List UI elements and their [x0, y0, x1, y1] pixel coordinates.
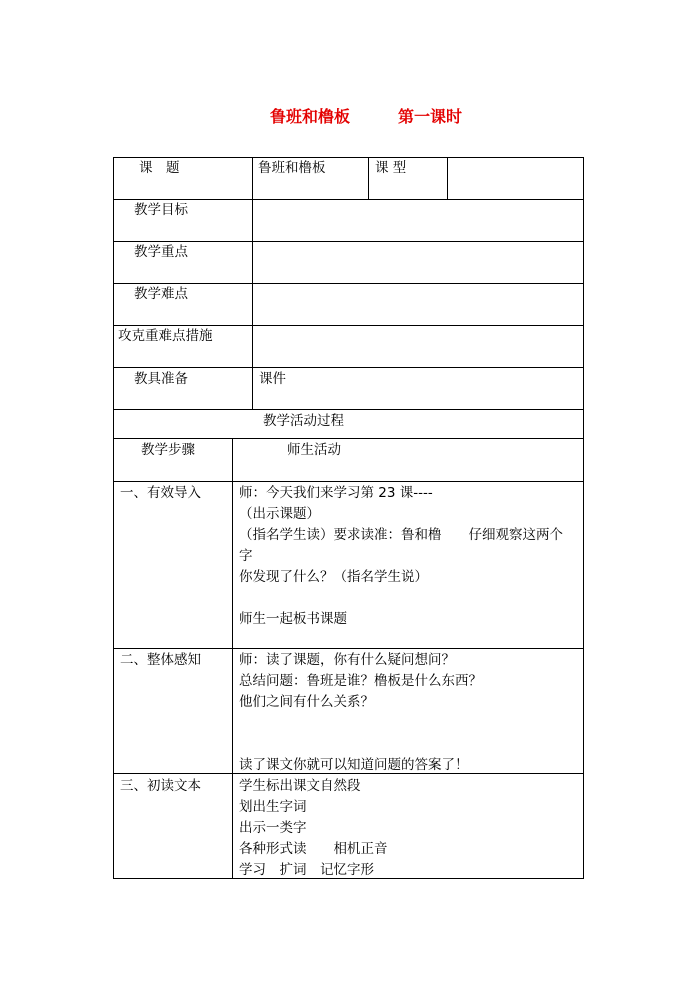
type-label: 课 型: [375, 160, 407, 176]
topic-label: 课 题: [139, 160, 180, 176]
activity-line: [239, 713, 482, 734]
activity-line: 他们之间有什么关系？: [239, 694, 374, 710]
activity-line: （指名学生读）要求读准：鲁和橹 仔细观察这两个: [239, 527, 563, 543]
activity-line: 师：读了课题，你有什么疑问想问？: [239, 652, 455, 668]
activity-line: 读了课文你就可以知道问题的答案了！: [239, 757, 469, 773]
process-header: 教学活动过程: [263, 413, 344, 429]
key-points-label: 教学重点: [134, 244, 188, 260]
document-title: [270, 106, 462, 128]
activity-column-header: 师生活动: [287, 442, 341, 458]
lesson-title: 鲁班和橹板: [270, 107, 351, 126]
step-activity: [239, 776, 388, 881]
materials-label: 教具准备: [134, 371, 188, 387]
difficulties-label: 教学难点: [134, 286, 188, 302]
materials-value: 课件: [259, 371, 286, 387]
measures-label: 攻克重难点措施: [118, 328, 213, 344]
step-activity: [239, 483, 563, 630]
step-name: 一、有效导入: [120, 485, 201, 501]
activity-line: 出示一类字: [239, 820, 307, 836]
activity-line: 师：今天我们来学习第 23 课----: [239, 485, 433, 501]
activity-line: 划出生字词: [239, 799, 307, 815]
period-title: 第一课时: [398, 107, 463, 126]
step-name: 三、初读文本: [120, 778, 201, 794]
activity-line: 师生一起板书课题: [239, 611, 347, 627]
activity-line: 各种形式读 相机正音: [239, 841, 388, 857]
activity-line: 学习 扩词 记忆字形: [239, 862, 374, 878]
activity-line: [239, 588, 563, 609]
step-column-header: 教学步骤: [141, 442, 195, 458]
activity-line: 你发现了什么？（指名学生说）: [239, 569, 428, 585]
activity-line: （出示课题）: [239, 506, 320, 522]
step-activity: [239, 650, 482, 776]
step-name: 二、整体感知: [120, 652, 201, 668]
topic-value: 鲁班和橹板: [258, 160, 326, 176]
activity-line: 学生标出课文自然段: [239, 778, 361, 794]
activity-line: [239, 734, 482, 755]
goals-label: 教学目标: [134, 202, 188, 218]
activity-line: 字: [239, 548, 253, 564]
activity-line: 总结问题：鲁班是谁？橹板是什么东西？: [239, 673, 482, 689]
